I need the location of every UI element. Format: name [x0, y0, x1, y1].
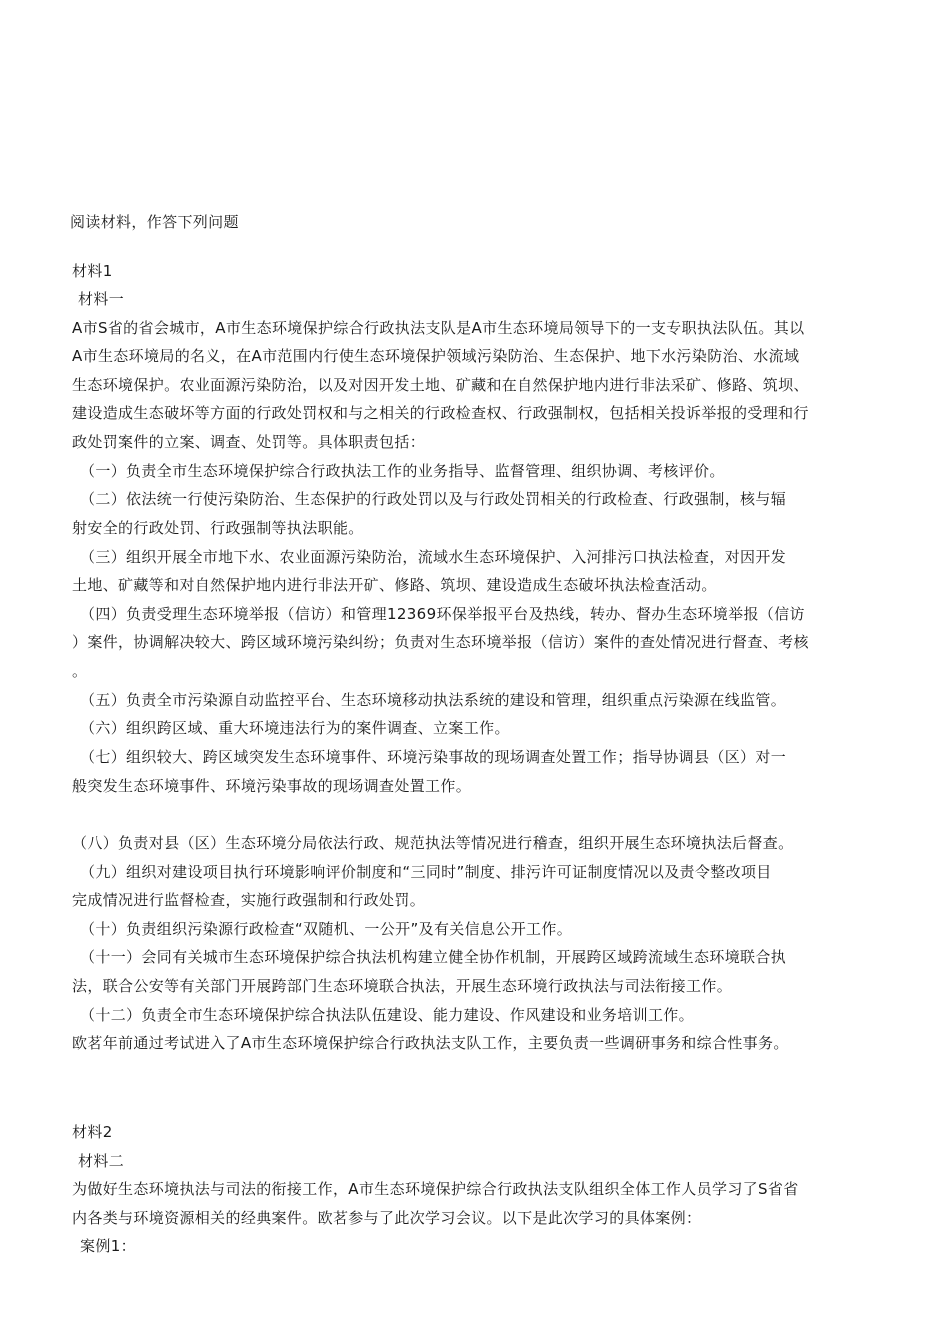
material1-line: （六）组织跨区域、重大环境违法行为的案件调查、立案工作。	[80, 719, 510, 737]
material1-line: 法，联合公安等有关部门开展跨部门生态环境联合执法，开展生态环境行政执法与司法衔接工作。	[72, 977, 733, 995]
material1-line: （五）负责全市污染源自动监控平台、生态环境移动执法系统的建设和管理，组织重点污染源在线监管。	[80, 691, 787, 709]
material1-line: （四）负责受理生态环境举报（信访）和管理12369环保举报平台及热线，转办、督办生态环境举报（信访	[80, 605, 805, 623]
material1-line: 。	[72, 662, 88, 680]
material1-line: 建设造成生态破坏等方面的行政处罚权和与之相关的行政检查权、行政强制权，包括相关投诉举报的受理和行	[72, 404, 809, 422]
material1-line: （二）依法统一行使污染防治、生态保护的行政处罚以及与行政处罚相关的行政检查、行政强制，核与辐	[80, 490, 787, 508]
material2-line: 内各类与环境资源相关的经典案件。欧茗参与了此次学习会议。以下是此次学习的具体案例：	[72, 1209, 702, 1227]
material1-label: 材料1	[72, 262, 113, 280]
material1-line: ）案件，协调解决较大、跨区域环境污染纠纷；负责对生态环境举报（信访）案件的查处情况进行督查、考核	[72, 633, 809, 651]
material2-label: 材料2	[72, 1123, 113, 1141]
material1-line: 政处罚案件的立案、调查、处罚等。具体职责包括：	[72, 433, 426, 451]
material1-sublabel: 材料一	[78, 290, 125, 308]
material2-line: 案例1：	[80, 1237, 136, 1255]
material1-line: （八）负责对县（区）生态环境分局依法行政、规范执法等情况进行稽查，组织开展生态环境执法后督查。	[72, 834, 794, 852]
material1-line: 完成情况进行监督检查，实施行政强制和行政处罚。	[72, 891, 426, 909]
material1-line: （一）负责全市生态环境保护综合行政执法工作的业务指导、监督管理、组织协调、考核评价。	[80, 462, 725, 480]
material1-line: （十）负责组织污染源行政检查“双随机、一公开”及有关信息公开工作。	[80, 920, 573, 938]
material1-line: （十二）负责全市生态环境保护综合执法队伍建设、能力建设、作风建设和业务培训工作。	[80, 1006, 695, 1024]
material1-line: A市S省的省会城市，A市生态环境保护综合行政执法支队是A市生态环境局领导下的一支专职执法队伍。其以	[72, 319, 805, 337]
material1-line: 射安全的行政处罚、行政强制等执法职能。	[72, 519, 364, 537]
material1-line: 般突发生态环境事件、环境污染事故的现场调查处置工作。	[72, 777, 472, 795]
material1-line: （九）组织对建设项目执行环境影响评价制度和“三同时”制度、排污许可证制度情况以及责令整改项目	[80, 863, 772, 881]
material1-line: （三）组织开展全市地下水、农业面源污染防治，流域水生态环境保护、入河排污口执法检查，对因开发	[80, 548, 787, 566]
instruction-text: 阅读材料，作答下列问题	[70, 213, 239, 231]
material1-line: A市生态环境局的名义，在A市范围内行使生态环境保护领域污染防治、生态保护、地下水污染防治、水流域	[72, 347, 800, 365]
material1-line: 土地、矿藏等和对自然保护地内进行非法开矿、修路、筑坝、建设造成生态破坏执法检查活动。	[72, 576, 717, 594]
material1-line: 生态环境保护。农业面源污染防治，以及对因开发土地、矿藏和在自然保护地内进行非法采矿、修路、筑坝、	[72, 376, 809, 394]
material1-line: （七）组织较大、跨区域突发生态环境事件、环境污染事故的现场调查处置工作；指导协调县（区）对一	[80, 748, 787, 766]
material2-line: 为做好生态环境执法与司法的衔接工作，A市生态环境保护综合行政执法支队组织全体工作人员学习了S省省	[72, 1180, 799, 1198]
material1-line: 欧茗年前通过考试进入了A市生态环境保护综合行政执法支队工作，主要负责一些调研事务和综合性事务。	[72, 1034, 789, 1052]
material1-line: （十一）会同有关城市生态环境保护综合执法机构建立健全协作机制，开展跨区域跨流域生态环境联合执	[80, 948, 787, 966]
material2-sublabel: 材料二	[78, 1152, 125, 1170]
